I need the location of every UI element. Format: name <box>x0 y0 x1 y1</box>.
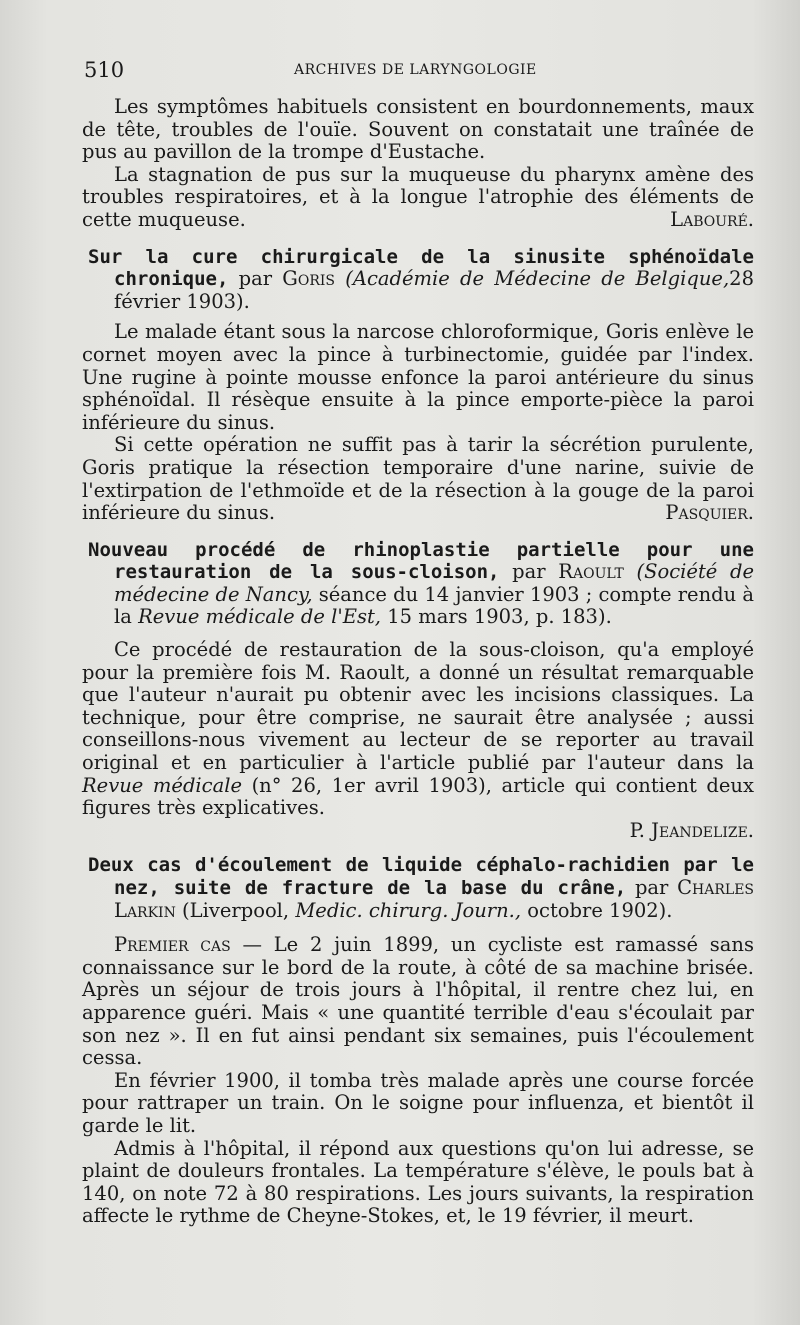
article3-author: Raoult <box>558 560 624 584</box>
article4-author: Charles Larkin <box>114 876 755 922</box>
article4-heading <box>82 854 754 922</box>
article2-paragraph-2 <box>82 434 754 524</box>
article3-paragraph-1-b: (n° 26, 1er avril 1903), article qui contient deux figures très explicatives. <box>82 773 754 820</box>
article4-date: octobre 1902). <box>527 898 673 922</box>
article4-title: Deux cas d'écoulement de liquide céphalo-rachidien par le nez, suite de fracture de la base du crâne, <box>88 854 754 899</box>
article2-by: par <box>238 267 273 291</box>
article3-date: 15 mars 1903, p. 183). <box>387 605 612 629</box>
article4-by: par <box>634 876 669 899</box>
article3-title: Nouveau procédé de rhinoplastie partielle pour une restauration de la sous-cloison, <box>88 538 754 584</box>
article3-meeting: séance du 14 janvier 1903 ; compte rendu à la <box>114 582 755 629</box>
page-number: 510 <box>84 58 125 82</box>
article2-heading <box>82 246 754 314</box>
article3-paragraph-journal: Revue médicale <box>82 773 242 797</box>
article4-paragraph-2: En février 1900, il tomba très malade après une course forcée pour rattraper un train. On le soigne pour influenza, et bientôt il garde le lit. <box>82 1068 754 1137</box>
article4-paragraph-3: Admis à l'hôpital, il répond aux questions qu'on lui adresse, se plaint de douleurs frontales. La température s'élève, le pouls bat à 140, on note 72 à 80 respirations. Les jours suivants, la respiration affecte le rythme de Cheyne-Stokes, et, le 19 février, il meurt. <box>82 1136 754 1228</box>
article3-heading <box>82 539 754 629</box>
article4-journal: Medic. chirurg. Journ., <box>295 898 522 922</box>
article4-paragraph-1 <box>82 934 754 1070</box>
article4-place: (Liverpool, <box>182 898 290 922</box>
running-title: ARCHIVES DE LARYNGOLOGIE <box>294 62 537 78</box>
article3-journal: Revue médicale de l'Est, <box>138 605 381 629</box>
article3-source: (Société de médecine de Nancy, <box>114 560 755 606</box>
article2-author: Goris <box>282 267 336 291</box>
article3-signature <box>82 820 754 843</box>
article1-paragraph-1: Les symptômes habituels consistent en bourdonnements, maux de tête, troubles de l'ouïe. Souvent on constatait une traînée de pus au pavillon de la trompe d'Eustache. <box>82 95 754 164</box>
article1-paragraph-2 <box>82 164 754 232</box>
article2-source: (Académie de Médecine de Belgique, <box>345 267 730 291</box>
article1-paragraph-2-text: La stagnation de pus sur la muqueuse du pharynx amène des troubles respiratoires, et à la longue l'atrophie des éléments de cette muqueuse. <box>82 162 754 231</box>
article2-paragraph-2-text: Si cette opération ne suffit pas à tarir la sécrétion purulente, Goris pratique la résection temporaire d'une narine, suivie de l'extirpation de l'ethmoïde et de la résection à la gouge de la paroi inférieure du sinus. <box>82 433 754 525</box>
article3-paragraph-1 <box>82 639 754 820</box>
article4-paragraph-1-text: — Le 2 juin 1899, un cycliste est ramassé sans connaissance sur le bord de la route, à côté de sa machine brisée. Après un séjour de trois jours à l'hôpital, il rentre chez lui, en apparence guéri. Mais « une quantité terrible d'eau s'écoulait par son nez ». Il en fut ainsi pendant six semaines, puis l'écoulement cessa. <box>82 933 754 1070</box>
article2-signature: Pasquier. <box>665 501 754 525</box>
article2-date: 28 février 1903). <box>114 267 754 313</box>
article3-paragraph-1-a: Ce procédé de restauration de la sous-cloison, qu'a employé pour la première fois M. Raoult, a donné un résultat remarquable que l'auteur n'aurait pu obtenir avec les incisions classiques. La technique, pour être comprise, ne saurait être analysée ; aussi conseillons-nous vivement au lecteur de se reporter au travail original et en particulier à l'article publié par l'auteur dans la <box>82 638 754 775</box>
article4-case-label: Premier cas <box>114 933 231 957</box>
article1-signature: Labouré. <box>670 207 754 231</box>
page-header <box>84 58 734 82</box>
article2-title: Sur la cure chirurgicale de la sinusite sphénoïdale chronique, <box>88 245 754 291</box>
page-body <box>82 96 754 1228</box>
article3-signature-text: P. Jeandelize. <box>629 818 754 842</box>
article3-by: par <box>512 560 546 584</box>
article2-paragraph-1: Le malade étant sous la narcose chloroformique, Goris enlève le cornet moyen avec la pince à turbinectomie, guidée par l'index. Une rugine à pointe mousse enfonce la paroi antérieure du sinus sphénoïdal. Il résèque ensuite à la pince emporte-pièce la paroi inférieure du sinus. <box>82 320 754 434</box>
